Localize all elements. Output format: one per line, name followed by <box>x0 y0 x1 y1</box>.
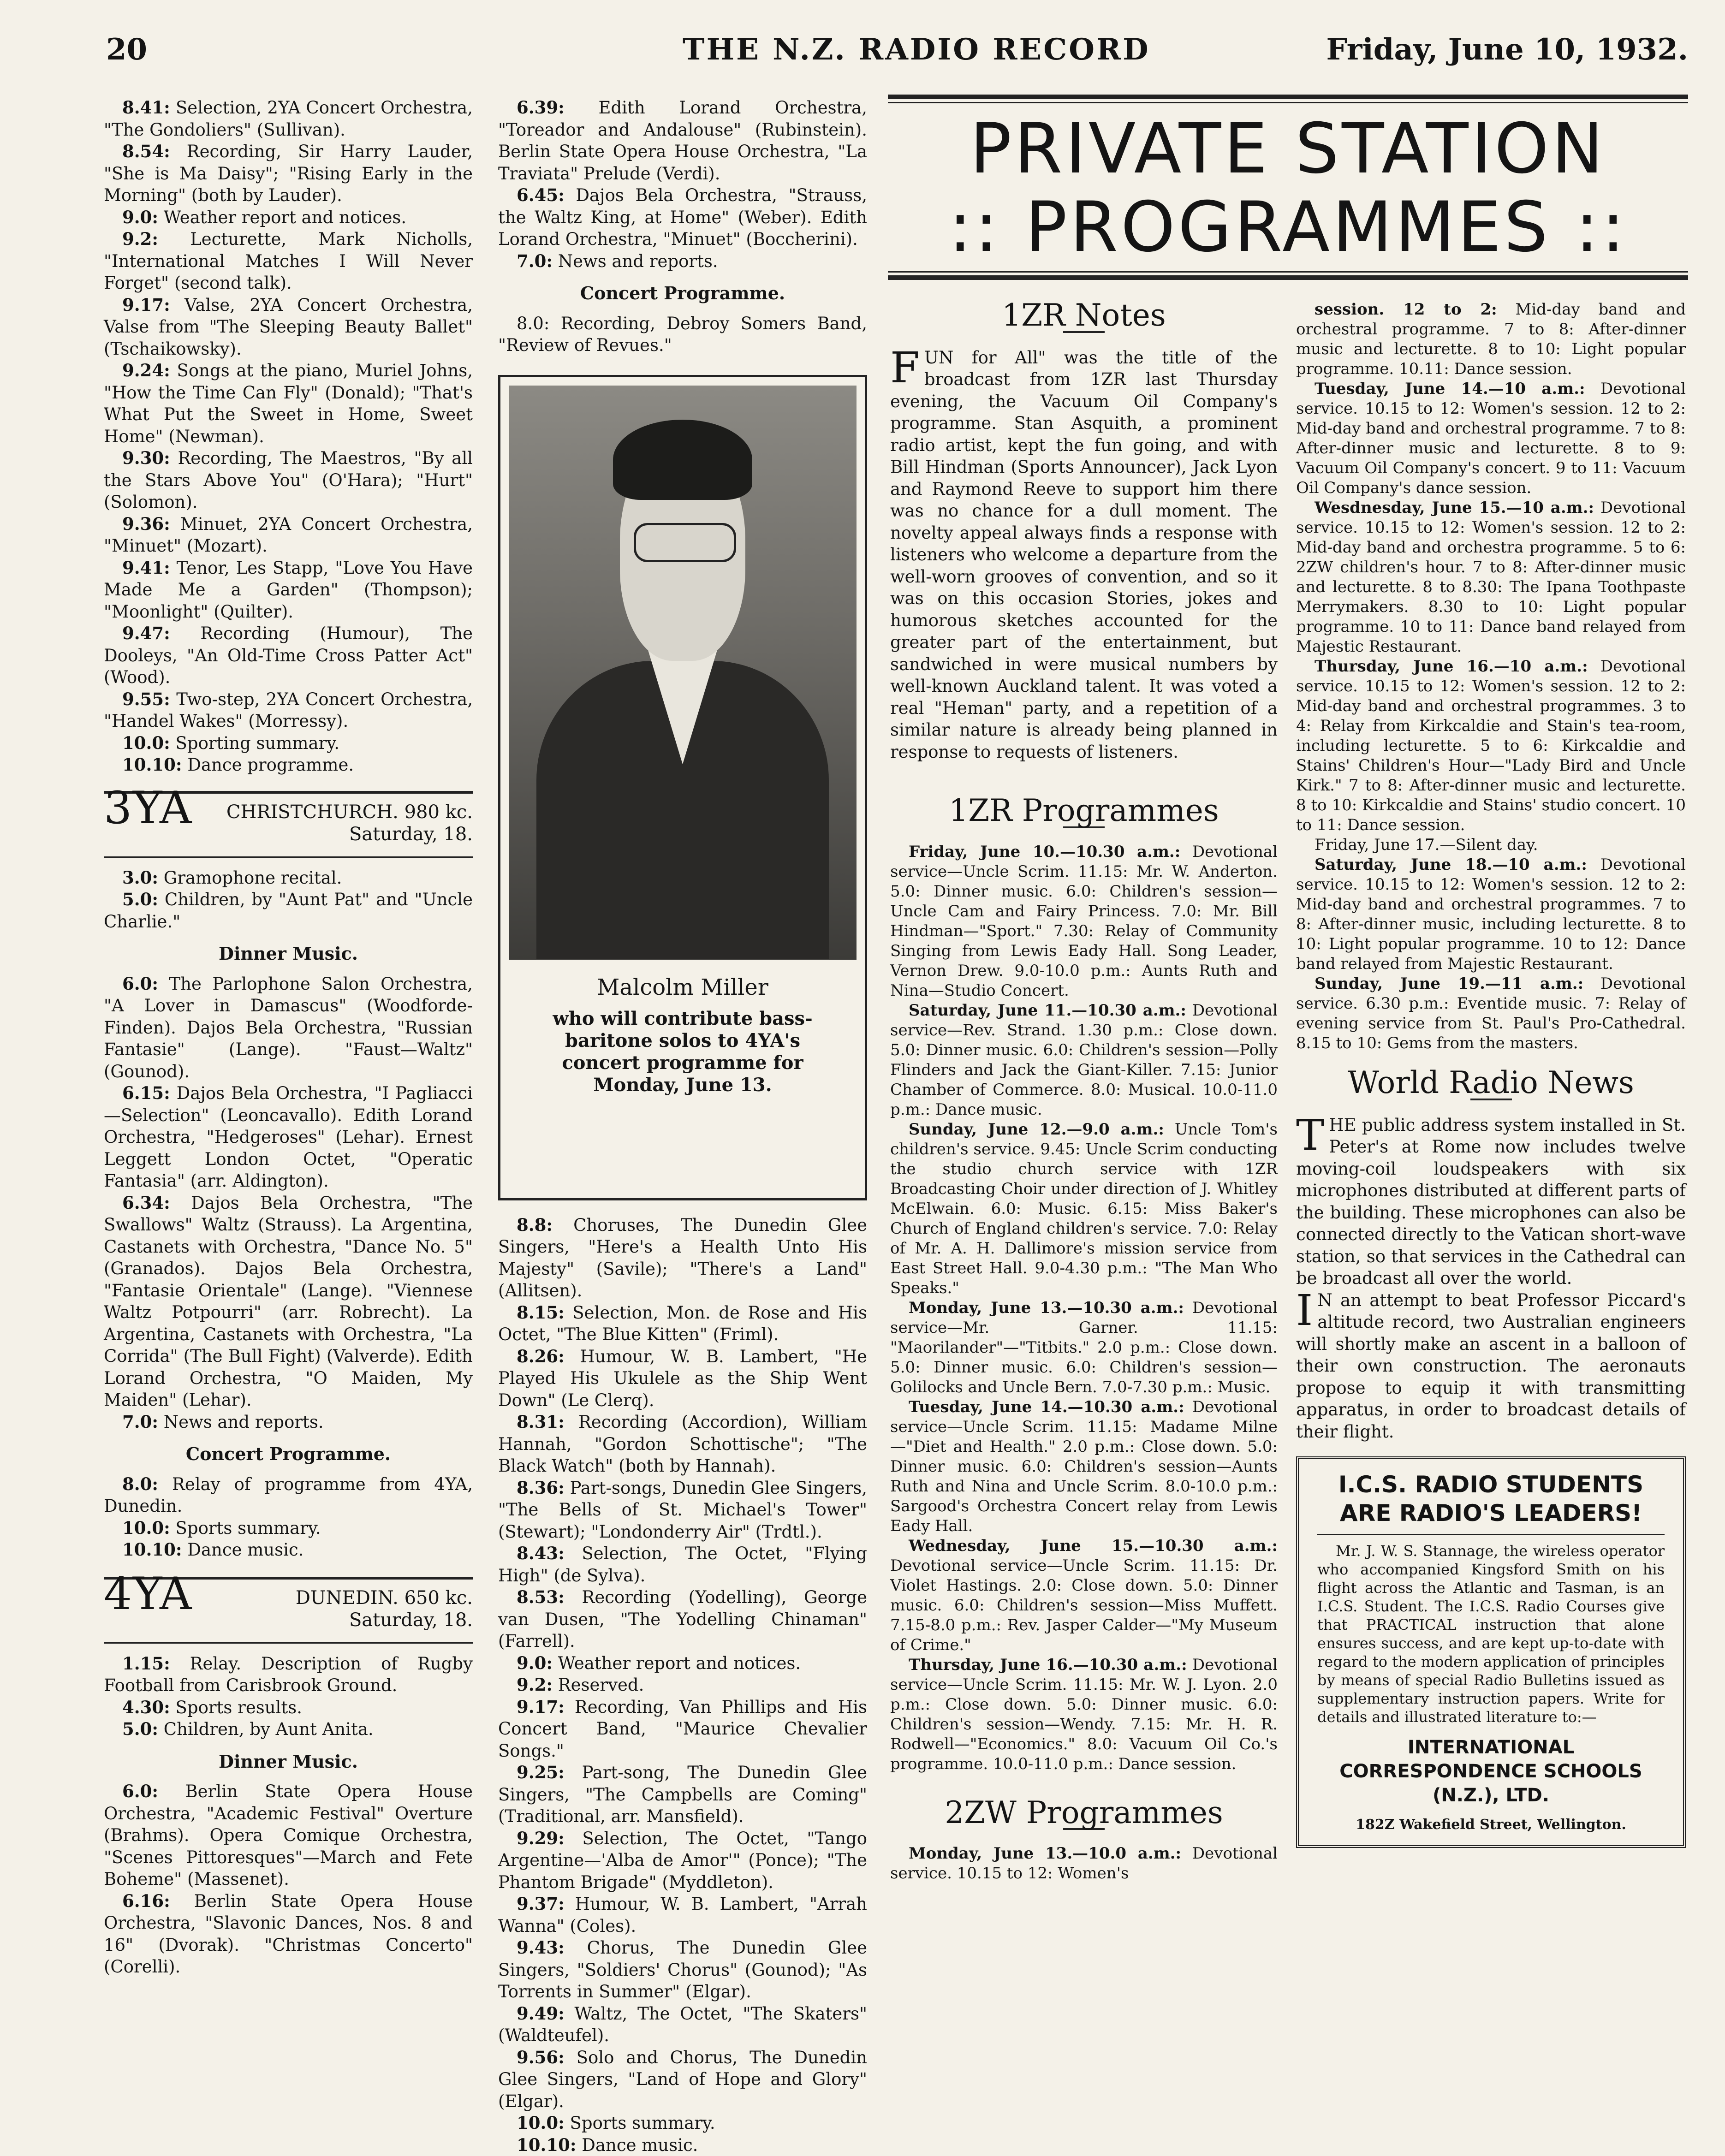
programme-entry: 8.54: Recording, Sir Harry Lauder, "She is Ma Daisy"; "Rising Early in the Morning" (both by Lauder). <box>104 141 473 207</box>
programme-list-2zw <box>1296 300 1686 1053</box>
programme-entry: 9.25: Part-song, The Dunedin Glee Singers, "The Campbells are Coming" (Traditional, arr. Mansfield). <box>498 1762 867 1828</box>
drop-cap: T <box>1296 1117 1324 1154</box>
programme-entry: 1.15: Relay. Description of Rugby Football from Carisbrook Ground. <box>104 1653 473 1697</box>
programme-entry: Sunday, June 12.—9.0 a.m.: Uncle Tom's children's service. 9.45: Uncle Scrim conducting the studio church service with 1ZR Broadcasting Choir under direction of J. Whitley McElwain. 6.0: Music. 6.15: Miss Baker's Church of England children's service. 7.0: Relay of Mr. A. H. Dallimore's mission service from East Street Hall. 9.0-4.30 p.m.: "The Man Who Speaks." <box>890 1120 1278 1298</box>
ad-headline-1: I.C.S. RADIO STUDENTS <box>1317 1470 1665 1499</box>
subheading-concert-programme: Concert Programme. <box>104 1443 473 1465</box>
programme-entry: Thursday, June 16.—10 a.m.: Devotional service. 10.15 to 12: Women's session. 12 to 2: Mid-day band and orchestral programmes. 3 to 4: Relay from Kirkcaldie and Stain's tea-room, including lecturette. 5 to 6: Kirkcaldie and Stains' Children's Hour—"Lady Bird and Uncle Kirk." 7 to 8: After-dinner music and lecturette. 8 to 10: Kirkcaldie and Stains' studio concert. 10 to 11: Dance session. <box>1296 657 1686 835</box>
programme-entry: 9.2: Lecturette, Mark Nicholls, "International Matches I Will Never Forget" (second talk). <box>104 228 473 294</box>
section-title-2zw-programmes: 2ZW Programmes <box>890 1802 1278 1824</box>
station-city-frequency: DUNEDIN. 650 kc. <box>296 1587 473 1609</box>
drop-cap: F <box>890 350 920 386</box>
banner-line-1: PRIVATE STATION <box>888 110 1688 188</box>
programme-entry: 9.41: Tenor, Les Stapp, "Love You Have Made Me a Garden" (Thompson); "Moonlight" (Quilter). <box>104 557 473 623</box>
column-2 <box>498 97 867 2156</box>
news-text: N an attempt to beat Professor Piccard's altitude record, two Australian engineers will shortly make an ascent in a balloon of their own construction. The aeronauts propose to equip it with transmitting apparatus, in order to broadcast details of their flight. <box>1296 1290 1686 1442</box>
station-day: Saturday, 18. <box>226 823 473 845</box>
programme-entry: Monday, June 13.—10.0 a.m.: Devotional service. 10.15 to 12: Women's <box>890 1844 1278 1883</box>
entry-list-3ya-c <box>104 1473 473 1561</box>
entry-list-4ya-b <box>104 1781 473 1978</box>
programme-entry: Saturday, June 18.—10 a.m.: Devotional service. 10.15 to 12: Women's session. 12 to 2: Mid-day band and orchestral programmes. 7 to 8: After-dinner music, including lecturette. 8 to 10: Light popular programme. 10 to 12: Dance band relayed from Majestic Restaurant. <box>1296 855 1686 974</box>
programme-entry: 8.36: Part-songs, Dunedin Glee Singers, "The Bells of St. Michael's Tower" (Stewart); "Londonderry Air" (Trdtl.). <box>498 1477 867 1543</box>
station-info <box>296 1587 473 1631</box>
programme-list-1zr <box>890 842 1278 1774</box>
publication-title: THE N.Z. RADIO RECORD <box>683 32 1150 67</box>
programme-entry: 7.0: News and reports. <box>498 250 867 273</box>
section-title-1zr-programmes: 1ZR Programmes <box>890 800 1278 822</box>
programme-entry: 4.30: Sports results. <box>104 1697 473 1719</box>
programme-entry: 9.56: Solo and Chorus, The Dunedin Glee Singers, "Land of Hope and Glory" (Elgar). <box>498 2047 867 2113</box>
spacer <box>1296 1443 1686 1456</box>
programme-entry: 10.0: Sports summary. <box>104 1517 473 1539</box>
ad-company-line: INTERNATIONAL <box>1317 1735 1665 1759</box>
programme-entry: 8.43: Selection, The Octet, "Flying High" (de Sylva). <box>498 1543 867 1586</box>
programme-entry: 8.8: Choruses, The Dunedin Glee Singers, "Here's a Health Unto His Majesty" (Savile); "There's a Land" (Allitsen). <box>498 1214 867 1302</box>
entry-list-3ya-a <box>104 867 473 933</box>
news-text: HE public address system installed in St. Peter's at Rome now includes twelve moving-coil loudspeakers with six microphones distributed at different parts of the building. These microphones can also be connected directly to the Vatican short-wave station, so that services in the Cathedral can be broadcast all over the world. <box>1296 1115 1686 1289</box>
programme-entry: 9.2: Reserved. <box>498 1674 867 1696</box>
banner-rule-top-thin <box>888 102 1688 103</box>
entry-list-3ya-b <box>104 973 473 1433</box>
station-city-frequency: CHRISTCHURCH. 980 kc. <box>226 801 473 823</box>
column-3 <box>890 300 1278 1883</box>
programme-entry: 6.34: Dajos Bela Orchestra, "The Swallows" Waltz (Strauss). La Argentina, Castanets with Orchestra, "Dance No. 5" (Granados). Dajos Bela Orchestra, "Fantasie Orientale" (Lange). "Viennese Waltz Potpourri" (arr. Robrecht). La Argentina, Castanets with Orchestra, "La Corrida" (The Bull Fight) (Valverde). Edith Lorand Orchestra, "O Maiden, My Maiden" (Lehar). <box>104 1192 473 1411</box>
programme-entry: Saturday, June 11.—10.30 a.m.: Devotional service—Rev. Strand. 1.30 p.m.: Close down. 5.0: Dinner music. 6.0: Children's session—Polly Flinders and Jack the Giant-Killer. 7.15: Junior Chamber of Commerce. 8.0: Musical. 10.0-11.0 p.m.: Dance music. <box>890 1001 1278 1120</box>
column-4 <box>1296 300 1686 1848</box>
station-call-sign: 3YA <box>104 797 192 820</box>
section-title-world-radio-news: World Radio News <box>1296 1072 1686 1094</box>
programme-entry: Wesdnesday, June 15.—10 a.m.: Devotional service. 10.15 to 12: Women's session. 12 to 2: Mid-day band and orchestra programme. 5 to 6: 2ZW children's hour. 7 to 8: After-dinner music and lecturette. 8 to 8.30: The Ipana Toothpaste Merrymakers. 8.30 to 10: Light popular programme. 10 to 11: Dance band relayed from Majestic Restaurant. <box>1296 498 1686 657</box>
programme-entry: 8.26: Humour, W. B. Lambert, "He Played His Ukulele as the Ship Went Down" (Le Clerq). <box>498 1346 867 1412</box>
programme-entry: 9.0: Weather report and notices. <box>498 1652 867 1675</box>
programme-entry: 6.39: Edith Lorand Orchestra, "Toreador and Andalouse" (Rubinstein). Berlin State Opera House Orchestra, "La Traviata" Prelude (Verdi). <box>498 97 867 184</box>
programme-entry: 5.0: Children, by Aunt Anita. <box>104 1718 473 1740</box>
programme-entry: Sunday, June 19.—11 a.m.: Devotional service. 6.30 p.m.: Eventide music. 7: Relay of evening service from St. Paul's Pro-Cathedral. 8.15 to 10: Gems from the masters. <box>1296 974 1686 1053</box>
entry: 8.0: Recording, Debroy Somers Band, "Review of Revues." <box>498 313 867 356</box>
ad-address: 182Z Wakefield Street, Wellington. <box>1317 1814 1665 1836</box>
programme-entry: 3.0: Gramophone recital. <box>104 867 473 889</box>
issue-date: Friday, June 10, 1932. <box>1326 32 1688 67</box>
station-call-sign: 4YA <box>104 1583 192 1605</box>
programme-entry: Friday, June 10.—10.30 a.m.: Devotional service—Uncle Scrim. 11.15: Mr. W. Anderton. 5.0: Dinner music. 6.0: Children's session—Uncle Cam and Fairy Princess. 7.0: Mr. Bill Hindman—"Sport." 7.30: Relay of Community Singing from Lewis Eady Hall. Song Leader, Vernon Drew. 9.0-10.0 p.m.: Aunts Ruth and Nina—Studio Concert. <box>890 842 1278 1001</box>
programme-entry: 10.10: Dance music. <box>104 1539 473 1561</box>
spacer <box>890 763 1278 795</box>
entry-list-bottom <box>498 1214 867 2156</box>
programme-entry: Friday, June 17.—Silent day. <box>1296 835 1686 855</box>
entry-list-top <box>104 97 473 776</box>
programme-entry: Thursday, June 16.—10.30 a.m.: Devotional service—Uncle Scrim. 11.15: Mr. W. J. Lyon. 2.0 p.m.: Close down. 5.0: Dinner music. 6.0: Children's session—Wendy. 7.15: Mr. H. R. Rodwell—"Economics." 8.0: Vacuum Oil Co.'s programme. 10.0-11.0 p.m.: Dance session. <box>890 1655 1278 1774</box>
subheading-dinner-music: Dinner Music. <box>104 943 473 965</box>
ics-advertisement <box>1296 1456 1686 1848</box>
ad-company-line: CORRESPONDENCE SCHOOLS <box>1317 1759 1665 1783</box>
station-3ya-header <box>104 797 473 853</box>
photo-caption <box>528 977 837 1097</box>
divider <box>1317 1534 1665 1535</box>
programme-entry: 10.0: Sporting summary. <box>104 732 473 754</box>
subheading-concert-programme: Concert Programme. <box>498 282 867 304</box>
station-day: Saturday, 18. <box>296 1609 473 1631</box>
programme-entry: 8.31: Recording (Accordion), William Hannah, "Gordon Schottische"; "The Black Watch" (both by Hannah). <box>498 1411 867 1477</box>
programme-entry: 10.10: Dance music. <box>498 2134 867 2156</box>
programme-entry: 7.0: News and reports. <box>104 1411 473 1433</box>
ad-headline-2: ARE RADIO'S LEADERS! <box>1317 1499 1665 1527</box>
programme-entry: 9.49: Waltz, The Octet, "The Skaters" (Waldteufel). <box>498 2003 867 2047</box>
banner-rule-bottom <box>888 275 1688 280</box>
programme-entry: Wednesday, June 15.—10.30 a.m.: Devotional service—Uncle Scrim. 11.15: Dr. Violet Hastings. 2.0: Close down. 5.0: Dinner music. 6.0: Children's session—Miss Muffett. 7.15-8.0 p.m.: Rev. Jasper Calder—"My Museum of Crime." <box>890 1536 1278 1655</box>
programme-entry: Tuesday, June 14.—10.30 a.m.: Devotional service—Uncle Scrim. 11.15: Madame Milne—"Diet and Health." 2.0 p.m.: Close down. 5.0: Dinner music. 6.0: Children's session—Aunts Ruth and Nina and Uncle Scrim. 8.0-10.0 p.m.: Sargood's Orchestra Concert relay from Lewis Eady Hall. <box>890 1397 1278 1536</box>
photo-hair <box>613 420 752 500</box>
station-4ya-header <box>104 1583 473 1639</box>
programme-entry: 9.37: Humour, W. B. Lambert, "Arrah Wanna" (Coles). <box>498 1893 867 1937</box>
programme-entry: 9.29: Selection, The Octet, "Tango Argentine—'Alba de Amor'" (Ponce); "The Phantom Brigade" (Myddleton). <box>498 1828 867 1894</box>
section-title-1zr-notes: 1ZR Notes <box>890 304 1278 327</box>
programme-entry: 9.36: Minuet, 2YA Concert Orchestra, "Minuet" (Mozart). <box>104 513 473 557</box>
programme-entry: 6.0: The Parlophone Salon Orchestra, "A Lover in Damascus" (Woodforde-Finden). Dajos Bela Orchestra, "Russian Fantasie" (Lange). "Faust—Waltz" (Gounod). <box>104 973 473 1083</box>
ad-company <box>1317 1735 1665 1807</box>
programme-entry: 9.17: Recording, Van Phillips and His Concert Band, "Maurice Chevalier Songs." <box>498 1696 867 1762</box>
page-header <box>101 32 1688 74</box>
programme-entry: 8.41: Selection, 2YA Concert Orchestra, "The Gondoliers" (Sullivan). <box>104 97 473 141</box>
banner-line-2: :: PROGRAMMES :: <box>888 188 1688 267</box>
drop-cap: I <box>1296 1292 1313 1329</box>
banner <box>888 95 1688 280</box>
photo-caption-title: Malcolm Miller <box>528 977 837 999</box>
programme-entry: 5.0: Children, by "Aunt Pat" and "Uncle Charlie." <box>104 889 473 932</box>
programme-entry: 9.47: Recording (Humour), The Dooleys, "An Old-Time Cross Patter Act" (Wood). <box>104 623 473 689</box>
programme-entry: Monday, June 13.—10.30 a.m.: Devotional service—Mr. Garner. 11.15: "Maorilander"—"Titbits." 2.0 p.m.: Close down. 5.0: Dinner music. 6.0: Children's session—Golilocks and Uncle Bern. 7.0-7.30 p.m.: Music. <box>890 1298 1278 1397</box>
banner-rule-top <box>888 95 1688 99</box>
programme-entry: 10.10: Dance programme. <box>104 754 473 776</box>
programme-entry: 6.15: Dajos Bela Orchestra, "I Pagliacci—Selection" (Leoncavallo). Edith Lorand Orchestra, "Hedgeroses" (Lehar). Ernest Leggett London Octet, "Operatic Fantasia" (arr. Aldington). <box>104 1082 473 1192</box>
column-1 <box>104 97 473 1978</box>
programme-entry: 9.0: Weather report and notices. <box>104 207 473 229</box>
spacer <box>890 1774 1278 1797</box>
programme-entry: 8.53: Recording (Yodelling), George van Dusen, "The Yodelling Chinaman" (Farrell). <box>498 1586 867 1652</box>
programme-entry: 6.45: Dajos Bela Orchestra, "Strauss, the Waltz King, at Home" (Weber). Edith Lorand Orchestra, "Minuet" (Boccherini). <box>498 184 867 250</box>
news-item <box>1296 1289 1686 1443</box>
ad-company-line: (N.Z.), LTD. <box>1317 1783 1665 1807</box>
news-item <box>1296 1114 1686 1289</box>
divider <box>104 856 473 858</box>
ad-body: Mr. J. W. S. Stannage, the wireless operator who accompanied Kingsford Smith on his flight across the Atlantic and Tasman, is an I.C.S. Student. The I.C.S. Radio Courses give that PRACTICAL instruction that alone ensures success, and are kept up-to-date with regard to the modern application of principles by means of special Radio Bulletins issued as supplementary instruction papers. Write for details and illustrated literature to:— <box>1317 1542 1665 1726</box>
notes-text: UN for All" was the title of the broadcast from 1ZR last Thursday evening, the Vacuum Oil Company's programme. Stan Asquith, a prominent radio artist, kept the fun going, and with Bill Hindman (Sports Announcer), Jack Lyon and Raymond Reeve to support him there was no chance for a dull moment. The novelty appeal always finds a response with listeners who welcome a departure from the well-worn grooves of convention, and so it was on this occasion Stories, jokes and humorous sketches accounted for the greater part of the entertainment, but sandwiched in were musical numbers by well-known Auckland talent. It was voted a real "Heman" party, and a repetition of a similar nature is already being planned in response to requests of listeners. <box>890 348 1278 762</box>
subheading-dinner-music: Dinner Music. <box>104 1751 473 1773</box>
station-info <box>226 801 473 845</box>
divider <box>104 1642 473 1644</box>
programme-entry: 9.17: Valse, 2YA Concert Orchestra, Valse from "The Sleeping Beauty Ballet" (Tschaikowsky). <box>104 294 473 360</box>
entry-list-4ya-a <box>104 1653 473 1740</box>
notes-article <box>890 347 1278 763</box>
programme-entry: 9.55: Two-step, 2YA Concert Orchestra, "Handel Wakes" (Morressy). <box>104 689 473 732</box>
programme-entry: session. 12 to 2: Mid-day band and orchestral programme. 7 to 8: After-dinner music and lecturette. 8 to 10: Light popular programme. 10.11: Dance session. <box>1296 300 1686 379</box>
programme-entry: 6.16: Berlin State Opera House Orchestra, "Slavonic Dances, Nos. 8 and 16" (Dvorak). "Christmas Concerto" (Corelli). <box>104 1890 473 1978</box>
programme-entry: 8.15: Selection, Mon. de Rose and His Octet, "The Blue Kitten" (Friml). <box>498 1302 867 1346</box>
programme-entry: 6.0: Berlin State Opera House Orchestra, "Academic Festival" Overture (Brahms). Opera Comique Orchestra, "Scenes Pittoresques"—March and Fete Boheme" (Massenet). <box>104 1781 473 1890</box>
photo-box <box>498 375 867 1200</box>
programme-entry: Tuesday, June 14.—10 a.m.: Devotional service. 10.15 to 12: Women's session. 12 to 2: Mid-day band and orchestral programme. 7 to 8: After-dinner music and lecturette. 8 to 9: Vacuum Oil Company's concert. 9 to 11: Vacuum Oil Company's dance session. <box>1296 379 1686 498</box>
page-number: 20 <box>106 32 147 67</box>
entry-list-top <box>498 97 867 272</box>
portrait-photo <box>509 386 857 960</box>
programme-entry: 8.0: Relay of programme from 4YA, Dunedin. <box>104 1473 473 1517</box>
programme-entry: 9.30: Recording, The Maestros, "By all the Stars Above You" (O'Hara); "Hurt" (Solomon). <box>104 447 473 513</box>
photo-caption-text: who will contribute bass-baritone solos to 4YA's concert programme for Monday, June 13. <box>528 1008 837 1096</box>
programme-entry: 9.43: Chorus, The Dunedin Glee Singers, "Soldiers' Chorus" (Gounod); "As Torrents in Summer" (Elgar). <box>498 1937 867 2003</box>
photo-glasses <box>634 523 736 562</box>
programme-entry: 9.24: Songs at the piano, Muriel Johns, "How the Time Can Fly" (Donald); "That's What Put the Sweet in Home, Sweet Home" (Newman). <box>104 360 473 447</box>
programme-entry: 10.0: Sports summary. <box>498 2112 867 2134</box>
banner-rule-bottom-thin <box>888 271 1688 273</box>
